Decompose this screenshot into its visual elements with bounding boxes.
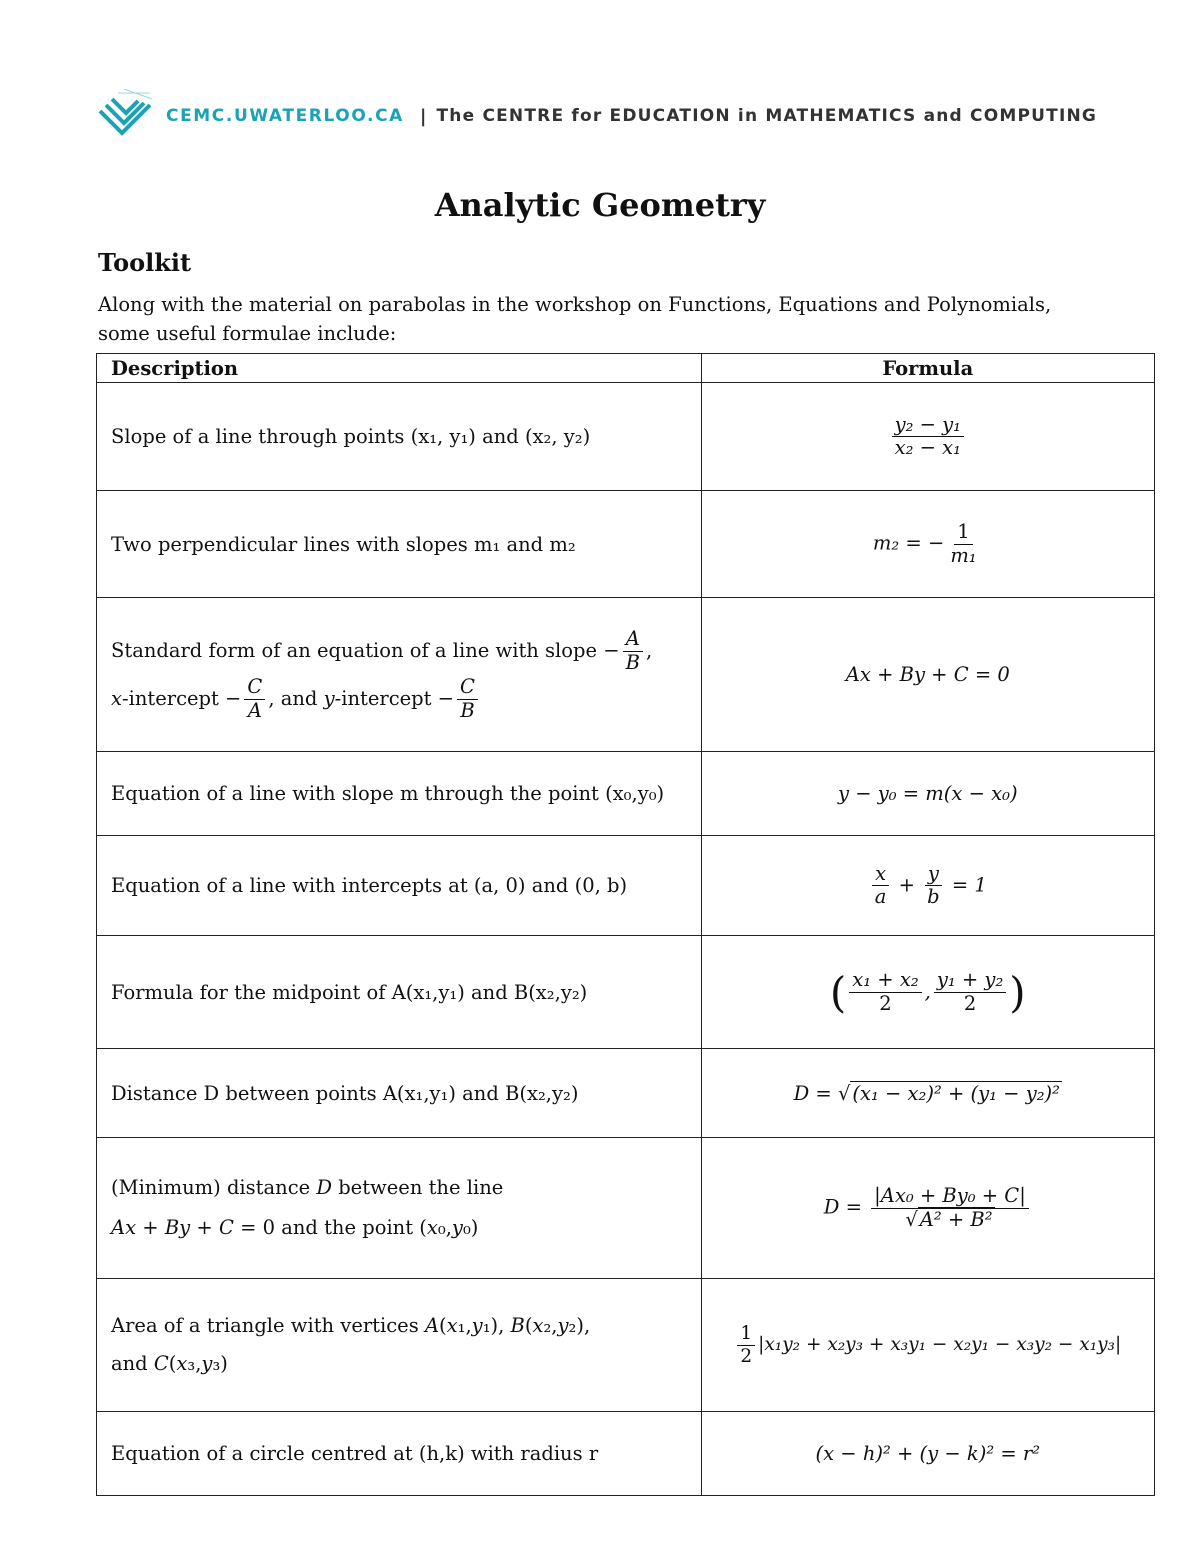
- table-row: [97, 1279, 1155, 1412]
- header-separator: |: [419, 105, 427, 127]
- row-description: Equation of a line with intercepts at (a, 0) and (0, b): [97, 836, 702, 936]
- site-name[interactable]: CEMC.UWATERLOO.CA: [166, 106, 404, 126]
- row-description: Two perpendicular lines with slopes m₁ and m₂: [97, 491, 702, 598]
- page-header: [96, 88, 1097, 144]
- row-formula: $\frac{1}{2}$ |x₁y₂ + x₂y₃ + x₃y₁ − x₂y₁ − x₃y₂ − x₁y₃|: [701, 1279, 1154, 1412]
- description-header: Description: [97, 354, 702, 383]
- section-heading: Toolkit: [98, 248, 192, 277]
- row-formula: m₂ = − $\frac{1}{\text{m₁}}$: [701, 491, 1154, 598]
- row-formula: y − y₀ = m(x − x₀): [701, 752, 1154, 836]
- centre-name: The CENTRE for EDUCATION in MATHEMATICS and COMPUTING: [436, 106, 1098, 126]
- row-description: Standard form of an equation of a line with slope − $\frac{A}{B}$ , x-intercept − $\frac{C}{A}$ , and y-intercept − $\frac{C}{B}$: [97, 598, 702, 752]
- table-header-row: [97, 354, 1155, 383]
- table-row: [97, 383, 1155, 491]
- row-description: Distance D between points A(x₁,y₁) and B(x₂,y₂): [97, 1049, 702, 1138]
- row-description: Formula for the midpoint of A(x₁,y₁) and B(x₂,y₂): [97, 936, 702, 1049]
- row-description: Equation of a circle centred at (h,k) with radius r: [97, 1412, 702, 1496]
- row-description: Slope of a line through points (x₁, y₁) and (x₂, y₂): [97, 383, 702, 491]
- table-row: [97, 1049, 1155, 1138]
- row-formula: Ax + By + C = 0: [701, 598, 1154, 752]
- table-row: [97, 752, 1155, 836]
- table-row: [97, 598, 1155, 752]
- row-formula: $\frac{\text{y₂ − y₁}}{\text{x₂ − x₁}}$: [701, 383, 1154, 491]
- row-description: (Minimum) distance D between the line Ax + By + C = 0 and the point (x₀,y₀): [97, 1138, 702, 1279]
- table-row: [97, 936, 1155, 1049]
- row-description: Equation of a line with slope m through the point (x₀,y₀): [97, 752, 702, 836]
- row-formula: D = √ (x₁ − x₂)² + (y₁ − y₂)²: [701, 1049, 1154, 1138]
- formula-table: [96, 353, 1155, 1496]
- table-row: [97, 1138, 1155, 1279]
- row-formula: (x − h)² + (y − k)² = r²: [701, 1412, 1154, 1496]
- cemc-logo-icon: [96, 89, 154, 143]
- table-row: [97, 491, 1155, 598]
- page-title: Analytic Geometry: [434, 186, 766, 224]
- table-row: [97, 1412, 1155, 1496]
- formula-header: Formula: [701, 354, 1154, 383]
- row-formula: $\frac{x}{a}$ + $\frac{y}{b}$ = 1: [701, 836, 1154, 936]
- row-formula: D = $\frac{\text{|Ax₀ + By₀ + C|}}{\text{√ A² + B²}}$: [701, 1138, 1154, 1279]
- row-description: Area of a triangle with vertices A(x₁,y₁), B(x₂,y₂), and C(x₃,y₃): [97, 1279, 702, 1412]
- row-formula: ( $\frac{\text{x₁ + x₂}}{2}$ , $\frac{\text{y₁ + y₂}}{2}$ ): [701, 936, 1154, 1049]
- table-row: [97, 836, 1155, 936]
- intro-paragraph: Along with the material on parabolas in the workshop on Functions, Equations and Polynomials, some useful formulae include:: [98, 293, 1052, 345]
